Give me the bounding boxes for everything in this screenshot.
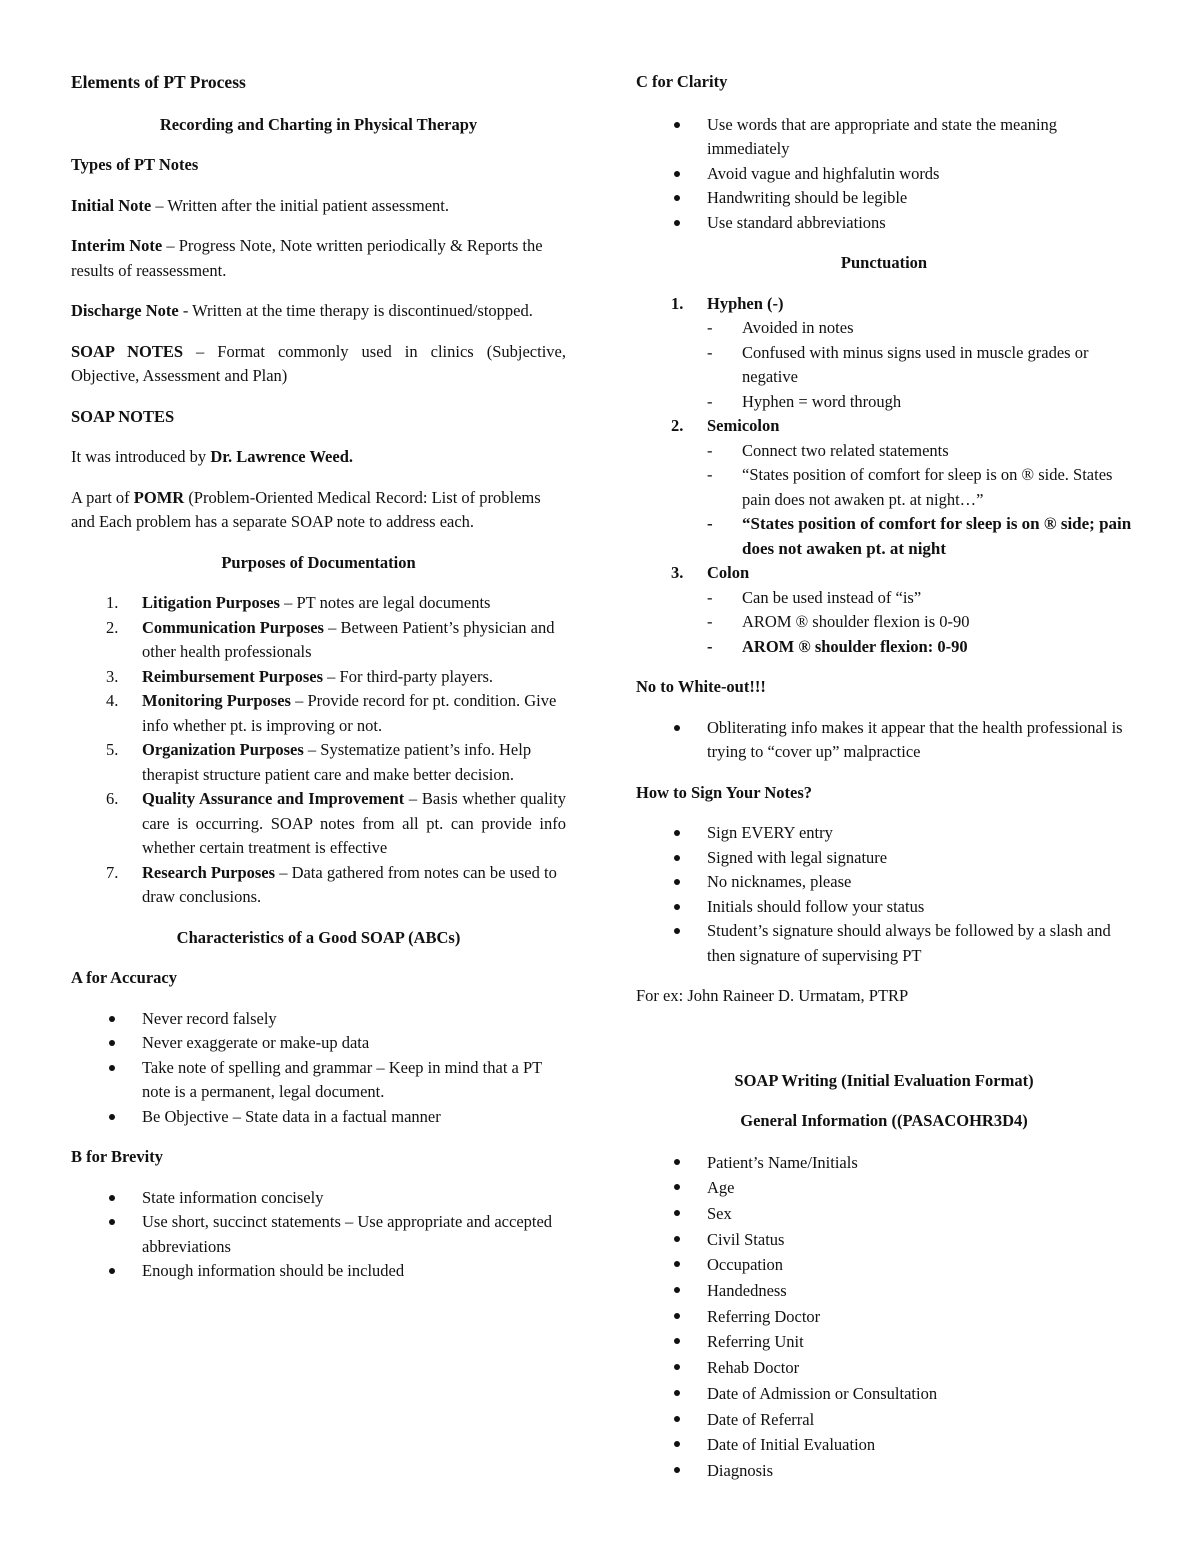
list-number: 3. xyxy=(671,563,684,582)
list-item xyxy=(636,414,1132,561)
purpose-text: – Data gathered from notes can be used to draw conclusions. xyxy=(142,862,557,906)
sub-list xyxy=(707,439,1132,562)
list-item: No nicknames, please xyxy=(636,870,1132,895)
purpose-term: Litigation Purposes xyxy=(142,593,280,612)
initial-note-text: – Written after the initial patient assessment. xyxy=(151,195,450,215)
types-heading: Types of PT Notes xyxy=(71,155,199,174)
introduced-name: Dr. Lawrence Weed. xyxy=(210,447,353,466)
punctuation-term: Colon xyxy=(707,563,750,582)
purpose-term: Research Purposes xyxy=(142,862,276,882)
list-item: Sign EVERY entry xyxy=(636,821,1132,846)
list-item: Obliterating info makes it appear that the health professional is trying to “cover up” malpractice xyxy=(636,716,1132,765)
punctuation-term: Semicolon xyxy=(707,416,780,435)
whiteout-list xyxy=(636,716,1132,765)
list-item: Never exaggerate or make-up data xyxy=(71,1031,566,1056)
list-item: Use short, succinct statements – Use appropriate and accepted abbreviations xyxy=(71,1210,566,1259)
purpose-term: Quality Assurance and Improvement xyxy=(142,789,405,808)
initial-note xyxy=(71,194,566,219)
list-item: Date of Admission or Consultation xyxy=(636,1381,1132,1407)
sub-list-item: - “States position of comfort for sleep is on ® side; pain does not awaken pt. at night xyxy=(707,512,1132,561)
accuracy-list xyxy=(71,1007,566,1130)
accuracy-heading: A for Accuracy xyxy=(71,968,178,987)
soap-writing-heading: SOAP Writing (Initial Evaluation Format) xyxy=(734,1070,1034,1090)
list-number: 6. xyxy=(106,789,119,808)
characteristics-heading: Characteristics of a Good SOAP (ABCs) xyxy=(176,927,461,947)
purposes-heading: Purposes of Documentation xyxy=(221,552,416,572)
clarity-heading: C for Clarity xyxy=(636,72,728,91)
list-item: Diagnosis xyxy=(636,1458,1132,1484)
list-number: 5. xyxy=(106,740,119,759)
list-item: Initials should follow your status xyxy=(636,895,1132,920)
interim-note xyxy=(71,234,566,283)
introduced-by xyxy=(71,445,566,470)
list-number: 3. xyxy=(106,666,119,686)
sign-list xyxy=(636,821,1132,968)
brevity-heading: B for Brevity xyxy=(71,1147,163,1166)
general-info-heading: General Information ((PASACOHR3D4) xyxy=(740,1111,1028,1130)
pomr-text: (Problem-Oriented Medical Record: List of problems and Each problem has a separate SOAP note to address each. xyxy=(71,487,541,531)
list-item: Handedness xyxy=(636,1278,1132,1304)
list-item xyxy=(636,292,1132,415)
punctuation-list xyxy=(636,292,1132,660)
list-item: Handwriting should be legible xyxy=(636,186,1132,211)
clarity-list xyxy=(636,113,1132,236)
list-item: Use words that are appropriate and state the meaning immediately xyxy=(636,113,1132,162)
list-item xyxy=(71,787,566,861)
purpose-term: Reimbursement Purposes xyxy=(142,666,324,686)
list-item: Student’s signature should always be followed by a slash and then signature of supervising PT xyxy=(636,919,1132,968)
spacer xyxy=(636,1025,1132,1069)
list-item: Be Objective – State data in a factual manner xyxy=(71,1105,566,1130)
list-number: 4. xyxy=(106,691,119,710)
sub-list-item: - Avoided in notes xyxy=(707,316,1132,341)
list-item: Rehab Doctor xyxy=(636,1355,1132,1381)
list-item: Use standard abbreviations xyxy=(636,211,1132,236)
list-item: Referring Doctor xyxy=(636,1304,1132,1330)
right-column xyxy=(636,68,1132,1500)
purposes-list xyxy=(71,591,566,910)
brevity-list xyxy=(71,1186,566,1284)
list-item: Sex xyxy=(636,1201,1132,1227)
list-item: Patient’s Name/Initials xyxy=(636,1150,1132,1176)
list-number: 2. xyxy=(106,617,119,637)
discharge-note-term: Discharge Note xyxy=(71,301,179,320)
sub-list-item: - AROM ® shoulder flexion: 0-90 xyxy=(707,635,1132,660)
purpose-text: – Provide record for pt. condition. Give info whether pt. is improving or not. xyxy=(142,691,557,735)
list-number: 2. xyxy=(671,416,684,435)
soap-format-text: – Format commonly used in clinics (Subjective, Objective, Assessment and Plan) xyxy=(71,341,566,385)
list-item: Date of Referral xyxy=(636,1407,1132,1433)
purpose-term: Communication Purposes xyxy=(142,617,324,637)
sub-list xyxy=(707,316,1132,414)
list-item: Age xyxy=(636,1175,1132,1201)
purpose-text: – Systematize patient’s info. Help therapist structure patient care and make better decision. xyxy=(142,740,532,784)
list-item xyxy=(71,861,566,910)
interim-note-text: – Progress Note, Note written periodically & Reports the results of reassessment. xyxy=(71,236,543,280)
subtitle: Recording and Charting in Physical Therapy xyxy=(159,114,478,134)
sub-list-item: - Connect two related statements xyxy=(707,439,1132,464)
sub-list xyxy=(707,586,1132,660)
sub-list-item: - Hyphen = word through xyxy=(707,390,1132,415)
purpose-text: – Basis whether quality care is occurring. SOAP notes from all pt. can provide info whether certain treatment is effective xyxy=(142,789,566,857)
whiteout-heading: No to White-out!!! xyxy=(636,677,766,696)
soap-format xyxy=(71,340,566,389)
page-title: Elements of PT Process xyxy=(71,72,246,92)
list-item xyxy=(636,561,1132,659)
sign-heading: How to Sign Your Notes? xyxy=(636,782,813,802)
list-item: Occupation xyxy=(636,1252,1132,1278)
signature-example: For ex: John Raineer D. Urmatam, PTRP xyxy=(636,986,909,1005)
sub-list-item: - AROM ® shoulder flexion is 0-90 xyxy=(707,610,1132,635)
list-item: Referring Unit xyxy=(636,1329,1132,1355)
pomr-pre: A part of xyxy=(71,487,134,507)
purpose-term: Organization Purposes xyxy=(142,740,304,759)
list-item xyxy=(71,591,566,616)
purpose-text: – PT notes are legal documents xyxy=(279,593,491,612)
soap-format-term: SOAP NOTES xyxy=(71,341,184,361)
list-item: Signed with legal signature xyxy=(636,846,1132,871)
list-number: 1. xyxy=(106,593,119,612)
list-number: 7. xyxy=(106,862,119,882)
general-info-list xyxy=(636,1150,1132,1484)
punctuation-term: Hyphen (-) xyxy=(707,293,784,313)
list-item xyxy=(71,665,566,690)
sub-list-item: - “States position of comfort for sleep is on ® side. States pain does not awaken pt. at night…” xyxy=(707,463,1132,512)
list-item: Never record falsely xyxy=(71,1007,566,1032)
punctuation-heading: Punctuation xyxy=(840,253,928,272)
list-number: 1. xyxy=(671,293,684,313)
initial-note-term: Initial Note xyxy=(71,195,152,215)
pomr-term: POMR xyxy=(133,487,185,507)
list-item xyxy=(71,616,566,665)
pomr-paragraph xyxy=(71,486,566,535)
purpose-text: – Between Patient’s physician and other health professionals xyxy=(142,617,555,661)
list-item: Avoid vague and highfalutin words xyxy=(636,162,1132,187)
list-item: Take note of spelling and grammar – Keep in mind that a PT note is a permanent, legal document. xyxy=(71,1056,566,1105)
list-item: State information concisely xyxy=(71,1186,566,1211)
soap-heading: SOAP NOTES xyxy=(71,406,175,426)
list-item xyxy=(71,689,566,738)
introduced-pre: It was introduced by xyxy=(71,447,211,466)
list-item xyxy=(71,738,566,787)
sub-list-item: - Can be used instead of “is” xyxy=(707,586,1132,611)
left-column xyxy=(71,68,566,1300)
list-item: Civil Status xyxy=(636,1227,1132,1253)
interim-note-term: Interim Note xyxy=(71,236,163,255)
discharge-note xyxy=(71,299,566,324)
purpose-text: – For third-party players. xyxy=(323,666,494,686)
list-item: Enough information should be included xyxy=(71,1259,566,1284)
discharge-note-text: - Written at the time therapy is discontinued/stopped. xyxy=(178,301,533,320)
purpose-term: Monitoring Purposes xyxy=(142,691,291,710)
sub-list-item: - Confused with minus signs used in muscle grades or negative xyxy=(707,341,1132,390)
list-item: Date of Initial Evaluation xyxy=(636,1432,1132,1458)
